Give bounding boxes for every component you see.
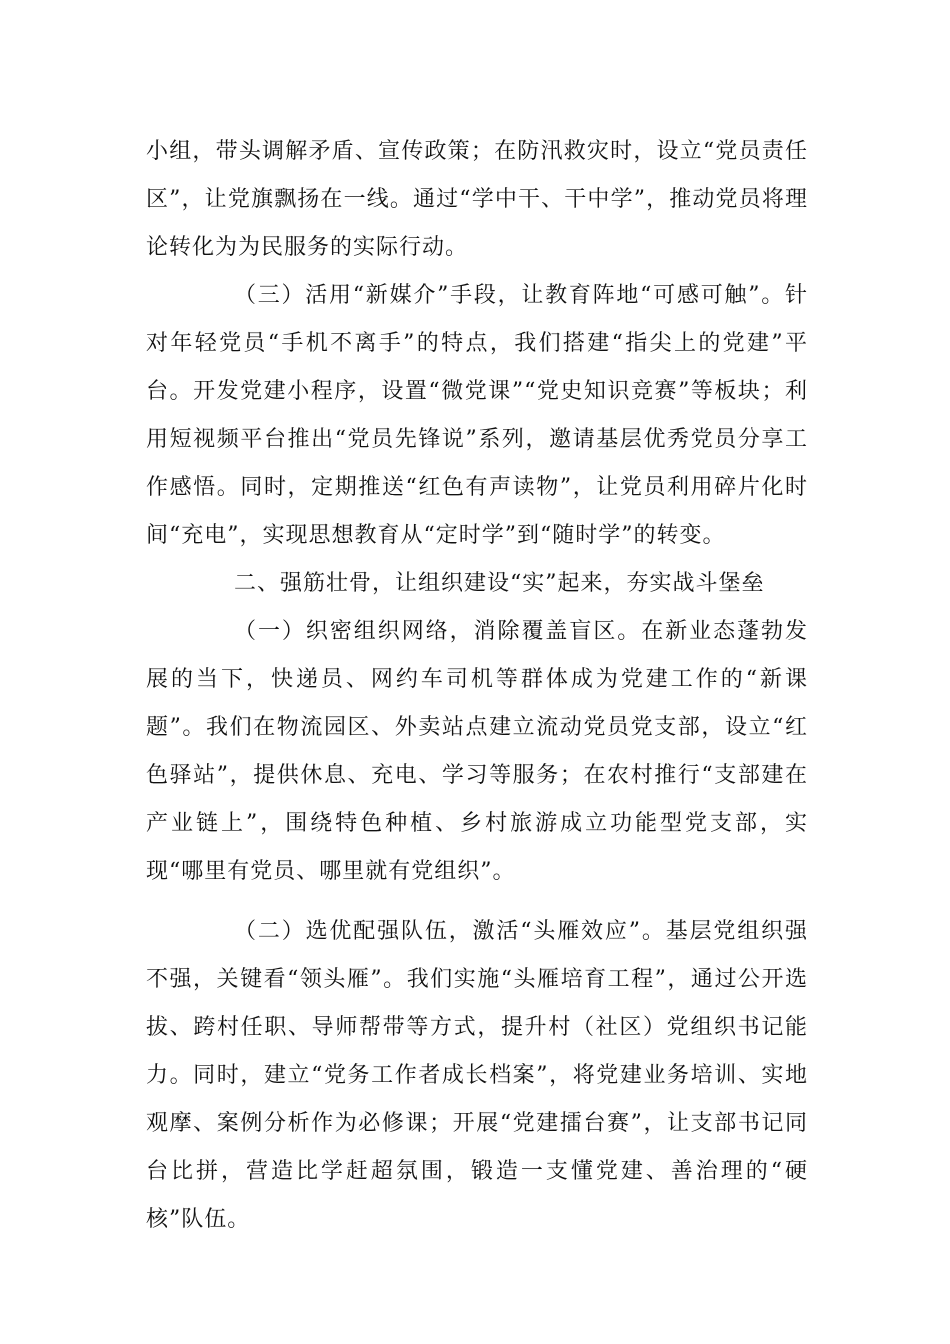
section-heading-two: 二、强筋壮骨，让组织建设“实”起来，夯实战斗堡垒 [234,571,765,596]
paragraph-subsection-two: （二）选优配强队伍，激活“头雁效应”。基层党组织强不强，关键看“领头雁”。我们实施“头雁培育工程”，通过公开选拔、跨村任职、导师帮带等方式，提升村（社区）党组织书记能力。同时，建立“党务工作者成长档案”，将党建业务培训、实地观摩、案例分析作为必修课；开展“党建擂台赛”，让支部书记同台比拼，营造比学赶超氛围，锻造一支懂党建、善治理的“硬核”队伍。 [146,919,808,1232]
document-body [146,128,808,1244]
paragraph-continued: 小组，带头调解矛盾、宣传政策；在防汛救灾时，设立“党员责任区”，让党旗飘扬在一线。通过“学中干、干中学”，推动党员将理论转化为为民服务的实际行动。 [146,139,808,260]
paragraph-subsection-one: （一）织密组织网络，消除覆盖盲区。在新业态蓬勃发展的当下，快递员、网约车司机等群体成为党建工作的“新课题”。我们在物流园区、外卖站点建立流动党员党支部，设立“红色驿站”，提供休息、充电、学习等服务；在农村推行“支部建在产业链上”，围绕特色种植、乡村旅游成立功能型党支部，实现“哪里有党员、哪里就有党组织”。 [146,619,808,884]
paragraph-section-three: （三）活用“新媒介”手段，让教育阵地“可感可触”。针对年轻党员“手机不离手”的特点，我们搭建“指尖上的党建”平台。开发党建小程序，设置“微党课”“党史知识竞赛”等板块；利用短视频平台推出“党员先锋说”系列，邀请基层优秀党员分享工作感悟。同时，定期推送“红色有声读物”，让党员利用碎片化时间“充电”，实现思想教育从“定时学”到“随时学”的转变。 [146,283,808,548]
